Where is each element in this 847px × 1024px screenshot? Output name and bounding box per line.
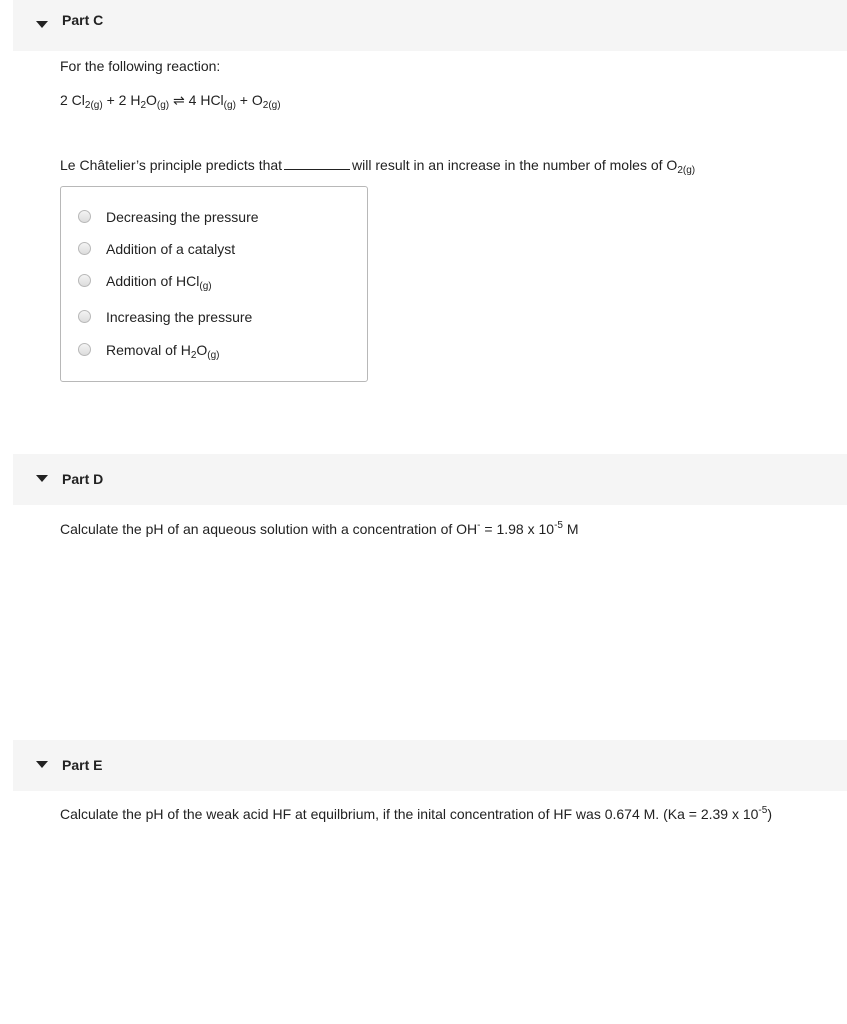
choice-label: Addition of HCl$_{(g)}$ [106,273,212,292]
question-text: Calculate the pH of an aqueous solution with a concentration of OH [60,521,478,537]
part-d-title: Part D [62,471,104,487]
radio-button[interactable] [78,274,91,287]
reaction-equation [60,92,281,109]
question-text: = 1.98 x 10 [480,521,555,537]
part-c-header[interactable] [13,0,847,51]
eq-term: O [146,92,157,108]
charge-sup: - [477,520,481,531]
radio-button[interactable] [78,210,91,223]
part-d-question [60,521,579,537]
question-text: Calculate the pH of the weak acid HF at equilbrium, if the inital concentration of HF was 0.674 M. (Ka = 2.39 x 10 [60,806,759,822]
part-d-header[interactable] [13,454,847,505]
answer-blank [284,158,350,170]
choice-label: Removal of $H_2O_{(g)}$ [106,342,220,361]
part-e-question [60,806,772,822]
choice-label: Addition of a catalyst [106,241,236,257]
part-c-intro: For the following reaction: [60,58,221,74]
eq-sub: 2(g) [262,100,281,111]
choice-label: Increasing the pressure [106,309,253,325]
question-text: Le Châtelier’s principle predicts that [60,157,283,173]
eq-sub: (g) [156,100,170,111]
radio-button[interactable] [78,242,91,255]
eq-sub: (g) [223,100,236,111]
question-text: ) [767,806,772,822]
caret-down-icon[interactable] [36,475,48,482]
eq-term: 2 Cl [60,92,85,108]
question-sub: 2(g) [677,165,696,176]
question-text: will result in an increase in the number of moles of O [352,157,678,173]
part-e-title: Part E [62,757,103,773]
question-text: M [562,521,579,537]
caret-down-icon[interactable] [36,761,48,768]
answer-choices [60,186,368,382]
radio-button[interactable] [78,310,91,323]
exponent-sup: -5 [554,520,563,531]
equilibrium-arrow-icon: ⇌ [173,92,185,108]
eq-term: + O [235,92,263,108]
eq-term: 4 HCl [184,92,224,108]
eq-term: + 2 H [102,92,141,108]
eq-sub: 2 [140,100,147,111]
part-c-title: Part C [62,12,104,28]
part-e-header[interactable] [13,740,847,791]
exponent-sup: -5 [758,805,768,816]
radio-button[interactable] [78,343,91,356]
caret-down-icon[interactable] [36,21,48,28]
part-c-question [60,157,696,176]
choice-label: Decreasing the pressure [106,209,259,225]
eq-sub: 2(g) [84,100,103,111]
